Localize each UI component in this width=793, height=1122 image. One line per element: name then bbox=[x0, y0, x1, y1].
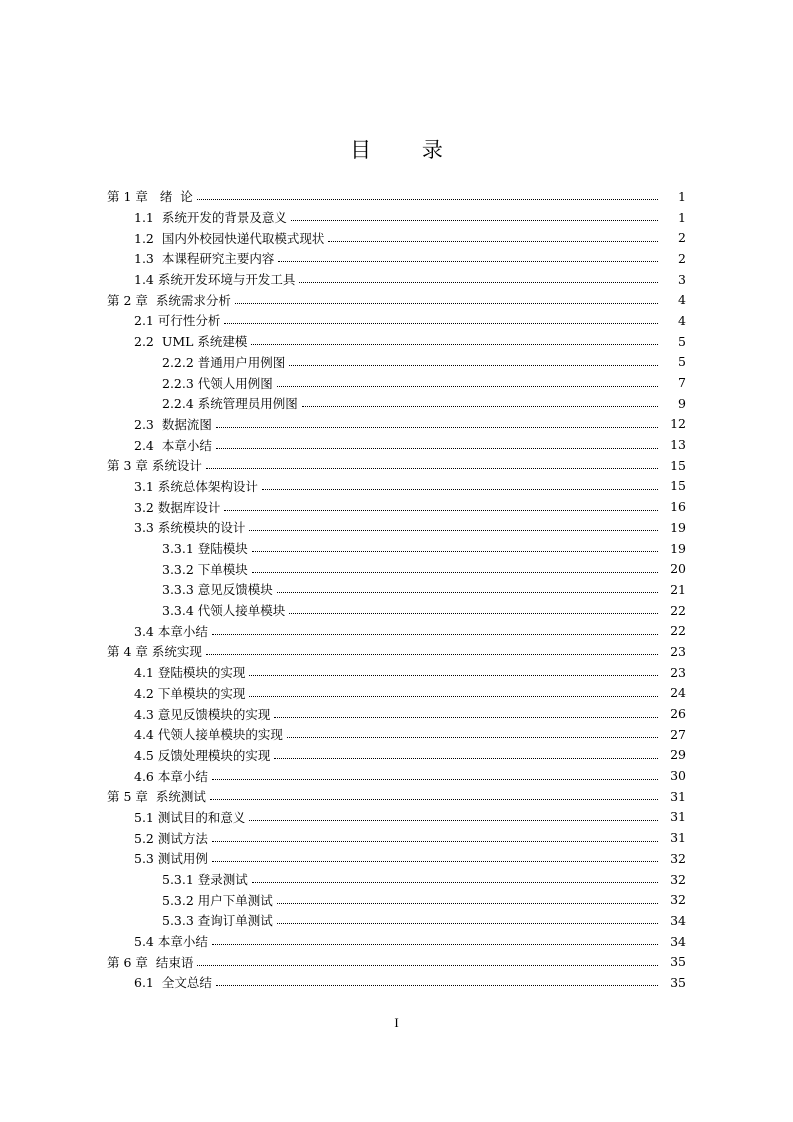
dot-leader bbox=[216, 426, 658, 428]
dot-leader bbox=[216, 447, 658, 449]
dot-leader bbox=[274, 757, 658, 759]
toc-entry-page-number: 5 bbox=[678, 333, 686, 349]
toc-entry-title: 4.5 反馈处理模块的实现 bbox=[134, 747, 271, 763]
toc-section-entry[interactable] bbox=[0, 517, 793, 538]
dot-leader bbox=[251, 343, 658, 345]
toc-entry-title: 6.1 全文总结 bbox=[134, 975, 212, 991]
toc-entry-page-number: 32 bbox=[670, 871, 686, 887]
toc-entry-title: 4.4 代领人接单模块的实现 bbox=[134, 727, 283, 743]
dot-leader bbox=[210, 798, 658, 800]
toc-entry-title: 第 5 章 系统测试 bbox=[107, 789, 206, 805]
toc-chapter-entry[interactable] bbox=[0, 289, 793, 310]
toc-entry-page-number: 16 bbox=[670, 499, 686, 515]
toc-entry-page-number: 32 bbox=[670, 892, 686, 908]
toc-entry-title: 1.1 系统开发的背景及意义 bbox=[134, 210, 287, 226]
toc-entry-page-number: 4 bbox=[678, 312, 686, 328]
toc-entry-title: 5.3.1 登录测试 bbox=[162, 872, 248, 888]
toc-section-entry[interactable] bbox=[0, 620, 793, 641]
toc-entry-title: 第 4 章 系统实现 bbox=[107, 644, 202, 660]
toc-subsection-entry[interactable] bbox=[0, 352, 793, 373]
toc-entry-page-number: 31 bbox=[670, 788, 686, 804]
toc-chapter-entry[interactable] bbox=[0, 951, 793, 972]
toc-entry-page-number: 26 bbox=[670, 706, 686, 722]
toc-entry-title: 5.3 测试用例 bbox=[134, 851, 208, 867]
dot-leader bbox=[249, 674, 658, 676]
dot-leader bbox=[328, 240, 658, 242]
toc-subsection-entry[interactable] bbox=[0, 538, 793, 559]
toc-entry-page-number: 34 bbox=[670, 933, 686, 949]
toc-subsection-entry[interactable] bbox=[0, 889, 793, 910]
toc-chapter-entry[interactable] bbox=[0, 786, 793, 807]
dot-leader bbox=[212, 860, 658, 862]
dot-leader bbox=[206, 653, 658, 655]
toc-entry-page-number: 2 bbox=[678, 230, 686, 246]
dot-leader bbox=[212, 840, 658, 842]
toc-entry-page-number: 32 bbox=[670, 850, 686, 866]
dot-leader bbox=[249, 695, 658, 697]
toc-entry-title: 3.3.2 下单模块 bbox=[162, 561, 248, 577]
toc-entry-title: 3.3.4 代领人接单模块 bbox=[162, 603, 286, 619]
toc-entry-page-number: 19 bbox=[670, 519, 686, 535]
toc-section-entry[interactable] bbox=[0, 227, 793, 248]
toc-entry-title: 5.4 本章小结 bbox=[134, 934, 208, 950]
toc-subsection-entry[interactable] bbox=[0, 372, 793, 393]
toc-chapter-entry[interactable] bbox=[0, 455, 793, 476]
toc-entry-title: 5.3.3 查询订单测试 bbox=[162, 913, 273, 929]
toc-section-entry[interactable] bbox=[0, 931, 793, 952]
toc-entry-title: 第 1 章 绪 论 bbox=[107, 189, 193, 205]
dot-leader bbox=[252, 881, 658, 883]
toc-subsection-entry[interactable] bbox=[0, 558, 793, 579]
toc-entry-title: 第 6 章 结束语 bbox=[107, 954, 194, 970]
dot-leader bbox=[278, 260, 658, 262]
dot-leader bbox=[277, 902, 658, 904]
toc-entry-page-number: 12 bbox=[670, 416, 686, 432]
dot-leader bbox=[291, 219, 658, 221]
dot-leader bbox=[212, 778, 658, 780]
toc-entry-page-number: 20 bbox=[670, 561, 686, 577]
dot-leader bbox=[224, 509, 658, 511]
dot-leader bbox=[289, 364, 658, 366]
toc-entry-title: 2.2 UML 系统建模 bbox=[134, 334, 248, 350]
page-title: 目 录 bbox=[350, 138, 465, 163]
toc-section-entry[interactable] bbox=[0, 248, 793, 269]
table-of-contents bbox=[0, 186, 793, 993]
dot-leader bbox=[212, 943, 658, 945]
dot-leader bbox=[299, 281, 658, 283]
toc-section-entry[interactable] bbox=[0, 331, 793, 352]
dot-leader bbox=[274, 716, 658, 718]
toc-entry-page-number: 30 bbox=[670, 768, 686, 784]
dot-leader bbox=[224, 322, 658, 324]
toc-section-entry[interactable] bbox=[0, 662, 793, 683]
toc-entry-title: 1.4 系统开发环境与开发工具 bbox=[134, 272, 296, 288]
toc-entry-title: 3.4 本章小结 bbox=[134, 623, 208, 639]
dot-leader bbox=[216, 984, 658, 986]
toc-subsection-entry[interactable] bbox=[0, 579, 793, 600]
dot-leader bbox=[287, 736, 658, 738]
toc-entry-title: 5.2 测试方法 bbox=[134, 830, 208, 846]
toc-entry-page-number: 34 bbox=[670, 912, 686, 928]
toc-entry-page-number: 1 bbox=[678, 188, 686, 204]
dot-leader bbox=[197, 198, 658, 200]
dot-leader bbox=[277, 922, 658, 924]
toc-entry-title: 3.3.3 意见反馈模块 bbox=[162, 582, 273, 598]
dot-leader bbox=[252, 550, 658, 552]
toc-entry-title: 5.1 测试目的和意义 bbox=[134, 809, 246, 825]
toc-section-entry[interactable] bbox=[0, 476, 793, 497]
toc-section-entry[interactable] bbox=[0, 972, 793, 993]
toc-entry-title: 4.1 登陆模块的实现 bbox=[134, 665, 246, 681]
toc-entry-title: 4.3 意见反馈模块的实现 bbox=[134, 706, 271, 722]
toc-entry-title: 2.1 可行性分析 bbox=[134, 313, 221, 329]
toc-entry-page-number: 19 bbox=[670, 540, 686, 556]
toc-entry-title: 第 3 章 系统设计 bbox=[107, 458, 202, 474]
toc-entry-page-number: 23 bbox=[670, 643, 686, 659]
dot-leader bbox=[212, 633, 658, 635]
toc-entry-title: 3.2 数据库设计 bbox=[134, 499, 221, 515]
toc-section-entry[interactable] bbox=[0, 745, 793, 766]
toc-entry-page-number: 22 bbox=[670, 602, 686, 618]
toc-section-entry[interactable] bbox=[0, 269, 793, 290]
toc-entry-page-number: 1 bbox=[678, 209, 686, 225]
toc-section-entry[interactable] bbox=[0, 807, 793, 828]
toc-subsection-entry[interactable] bbox=[0, 600, 793, 621]
toc-entry-page-number: 22 bbox=[670, 623, 686, 639]
toc-section-entry[interactable] bbox=[0, 434, 793, 455]
toc-entry-page-number: 31 bbox=[670, 830, 686, 846]
toc-entry-page-number: 21 bbox=[670, 581, 686, 597]
toc-subsection-entry[interactable] bbox=[0, 393, 793, 414]
toc-entry-title: 2.2.3 代领人用例图 bbox=[162, 375, 273, 391]
dot-leader bbox=[206, 467, 658, 469]
toc-chapter-entry[interactable] bbox=[0, 186, 793, 207]
dot-leader bbox=[252, 571, 658, 573]
toc-entry-page-number: 9 bbox=[678, 395, 686, 411]
toc-section-entry[interactable] bbox=[0, 310, 793, 331]
toc-section-entry[interactable] bbox=[0, 827, 793, 848]
toc-entry-page-number: 15 bbox=[670, 478, 686, 494]
toc-section-entry[interactable] bbox=[0, 724, 793, 745]
toc-section-entry[interactable] bbox=[0, 703, 793, 724]
toc-entry-title: 4.2 下单模块的实现 bbox=[134, 685, 246, 701]
toc-chapter-entry[interactable] bbox=[0, 641, 793, 662]
toc-entry-page-number: 29 bbox=[670, 747, 686, 763]
toc-section-entry[interactable] bbox=[0, 848, 793, 869]
toc-entry-title: 2.2.2 普通用户用例图 bbox=[162, 354, 286, 370]
toc-entry-page-number: 35 bbox=[670, 974, 686, 990]
toc-entry-title: 4.6 本章小结 bbox=[134, 768, 208, 784]
toc-entry-title: 3.1 系统总体架构设计 bbox=[134, 478, 258, 494]
toc-entry-title: 2.2.4 系统管理员用例图 bbox=[162, 396, 298, 412]
toc-entry-page-number: 2 bbox=[678, 250, 686, 266]
toc-section-entry[interactable] bbox=[0, 414, 793, 435]
toc-section-entry[interactable] bbox=[0, 683, 793, 704]
toc-entry-page-number: 4 bbox=[678, 292, 686, 308]
toc-section-entry[interactable] bbox=[0, 496, 793, 517]
dot-leader bbox=[277, 385, 658, 387]
dot-leader bbox=[235, 302, 658, 304]
dot-leader bbox=[249, 819, 658, 821]
toc-entry-title: 第 2 章 系统需求分析 bbox=[107, 292, 231, 308]
toc-section-entry[interactable] bbox=[0, 765, 793, 786]
toc-entry-title: 1.3 本课程研究主要内容 bbox=[134, 251, 275, 267]
toc-entry-page-number: 15 bbox=[670, 457, 686, 473]
toc-entry-title: 2.3 数据流图 bbox=[134, 416, 212, 432]
toc-subsection-entry[interactable] bbox=[0, 869, 793, 890]
toc-entry-title: 2.4 本章小结 bbox=[134, 437, 212, 453]
toc-entry-title: 3.3.1 登陆模块 bbox=[162, 541, 248, 557]
toc-subsection-entry[interactable] bbox=[0, 910, 793, 931]
toc-entry-title: 5.3.2 用户下单测试 bbox=[162, 892, 273, 908]
toc-entry-page-number: 3 bbox=[678, 271, 686, 287]
toc-entry-page-number: 31 bbox=[670, 809, 686, 825]
dot-leader bbox=[289, 612, 658, 614]
toc-section-entry[interactable] bbox=[0, 207, 793, 228]
toc-entry-title: 3.3 系统模块的设计 bbox=[134, 520, 246, 536]
toc-entry-page-number: 27 bbox=[670, 726, 686, 742]
dot-leader bbox=[262, 488, 658, 490]
toc-entry-page-number: 24 bbox=[670, 685, 686, 701]
dot-leader bbox=[277, 591, 658, 593]
toc-entry-page-number: 7 bbox=[678, 375, 686, 391]
toc-entry-page-number: 23 bbox=[670, 664, 686, 680]
toc-entry-page-number: 5 bbox=[678, 354, 686, 370]
dot-leader bbox=[197, 964, 658, 966]
toc-entry-title: 1.2 国内外校园快递代取模式现状 bbox=[134, 230, 325, 246]
toc-entry-page-number: 13 bbox=[670, 437, 686, 453]
toc-entry-page-number: 35 bbox=[670, 954, 686, 970]
dot-leader bbox=[249, 529, 658, 531]
page-number: I bbox=[394, 1015, 399, 1030]
dot-leader bbox=[302, 405, 658, 407]
